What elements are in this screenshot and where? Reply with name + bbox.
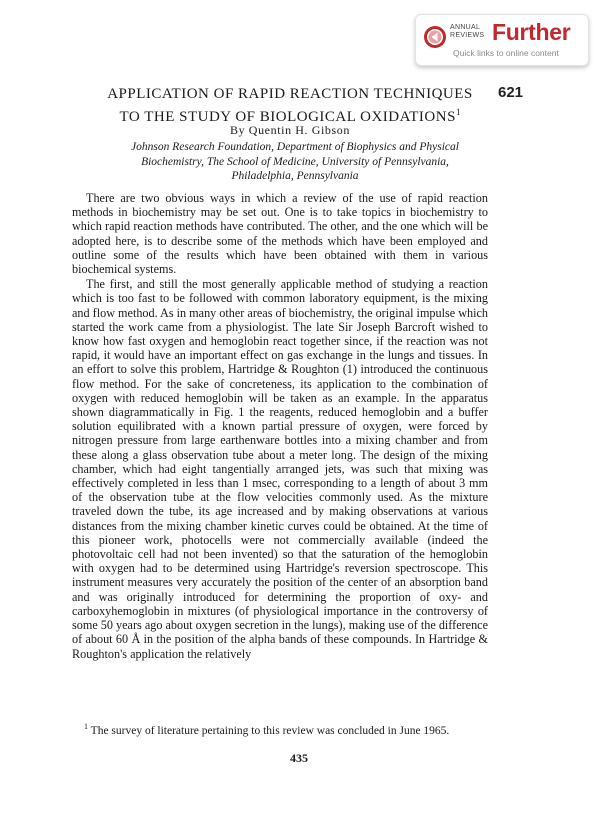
annual-reviews-further-banner[interactable]	[415, 14, 589, 66]
body-paragraph: The first, and still the most generally applicable method of studying a reaction which is too fast to be followed with common laboratory equipment, is the mixing and flow method. As in many other areas of biochemistry, the original impulse which started the work came from a physiologist. The late Sir Joseph Barcroft wished to know how fast oxygen and hemoglobin react together since, if the reaction was not rapid, it would have an important effect on gas exchange in the lungs and tissues. In an effort to solve this problem, Hartridge & Roughton (1) introduced the continuous flow method. For the sake of concreteness, its application to the combination of oxygen with reduced hemoglobin will be taken as an example. In the apparatus shown diagrammatically in Fig. 1 the reagents, reduced hemoglobin and a buffer solution equilibrated with a known partial pressure of oxygen, were forced by nitrogen pressure from large earthenware bottles into a mixing chamber and from these along a glass observation tube about a meter long. The design of the mixing chamber, which had eight tangentially arranged jets, was such that mixing was effectively completed in less than 1 msec, corresponding to a length of about 3 mm of the observation tube at the flow velocities commonly used. As the mixture traveled down the tube, its age increased and by making observations at various distances from the mixing chamber kinetic curves could be obtained. At the time of this pioneer work, photocells were not commercially available (indeed the photovoltaic cell had not been invented) so that the saturation of the hemoglobin with oxygen had to be determined using Hartridge's reversion spectroscope. This instrument measures very accurately the position of the center of an absorption band and was originally introduced for determining the proportion of oxy- and carboxyhemoglobin in mixtures (of physiological importance in the controversy of some 50 years ago about oxygen secretion in the lungs), making use of the difference of about 60 Å in the position of the alpha bands of these compounds. In Hartridge & Roughton's application the relatively	[72, 277, 488, 661]
page-folio: 435	[290, 751, 308, 765]
article-body	[72, 191, 488, 661]
affiliation-line-3: Philadelphia, Pennsylvania	[231, 170, 359, 182]
affiliation-line-2: Biochemistry, The School of Medicine, University of Pennsylvania,	[141, 155, 449, 168]
body-paragraph: There are two obvious ways in which a review of the use of rapid reaction methods in biochemistry may be set out. One is to take topics in biochemistry to which rapid reaction methods have contributed. The other, and the one which will be adopted here, is to describe some of the methods which have been employed and outline some of the results which have been obtained with them in various biochemical systems.	[72, 191, 488, 277]
further-wordmark: Further	[492, 19, 571, 45]
affiliation-line-1: Johnson Research Foundation, Department of Biophysics and Physical	[131, 141, 459, 153]
author-affiliation	[95, 140, 495, 184]
article-title	[80, 85, 500, 126]
title-footnote-mark: 1	[455, 107, 461, 117]
footnote-text: The survey of literature pertaining to this review was concluded in June 1965.	[88, 724, 450, 737]
annual-reviews-logo-icon	[423, 25, 447, 49]
title-line-1: APPLICATION OF RAPID REACTION TECHNIQUES	[107, 86, 473, 102]
page-number-top: 621	[498, 84, 524, 101]
author-byline: By Quentin H. Gibson	[230, 123, 350, 137]
annual-reviews-wordmark: ANNUAL REVIEWS	[450, 24, 485, 39]
footnote-mark: 1	[84, 722, 88, 731]
banner-tagline: Quick links to online content	[453, 48, 559, 58]
footnote	[72, 720, 488, 738]
title-line-2: TO THE STUDY OF BIOLOGICAL OXIDATIONS	[119, 109, 456, 125]
